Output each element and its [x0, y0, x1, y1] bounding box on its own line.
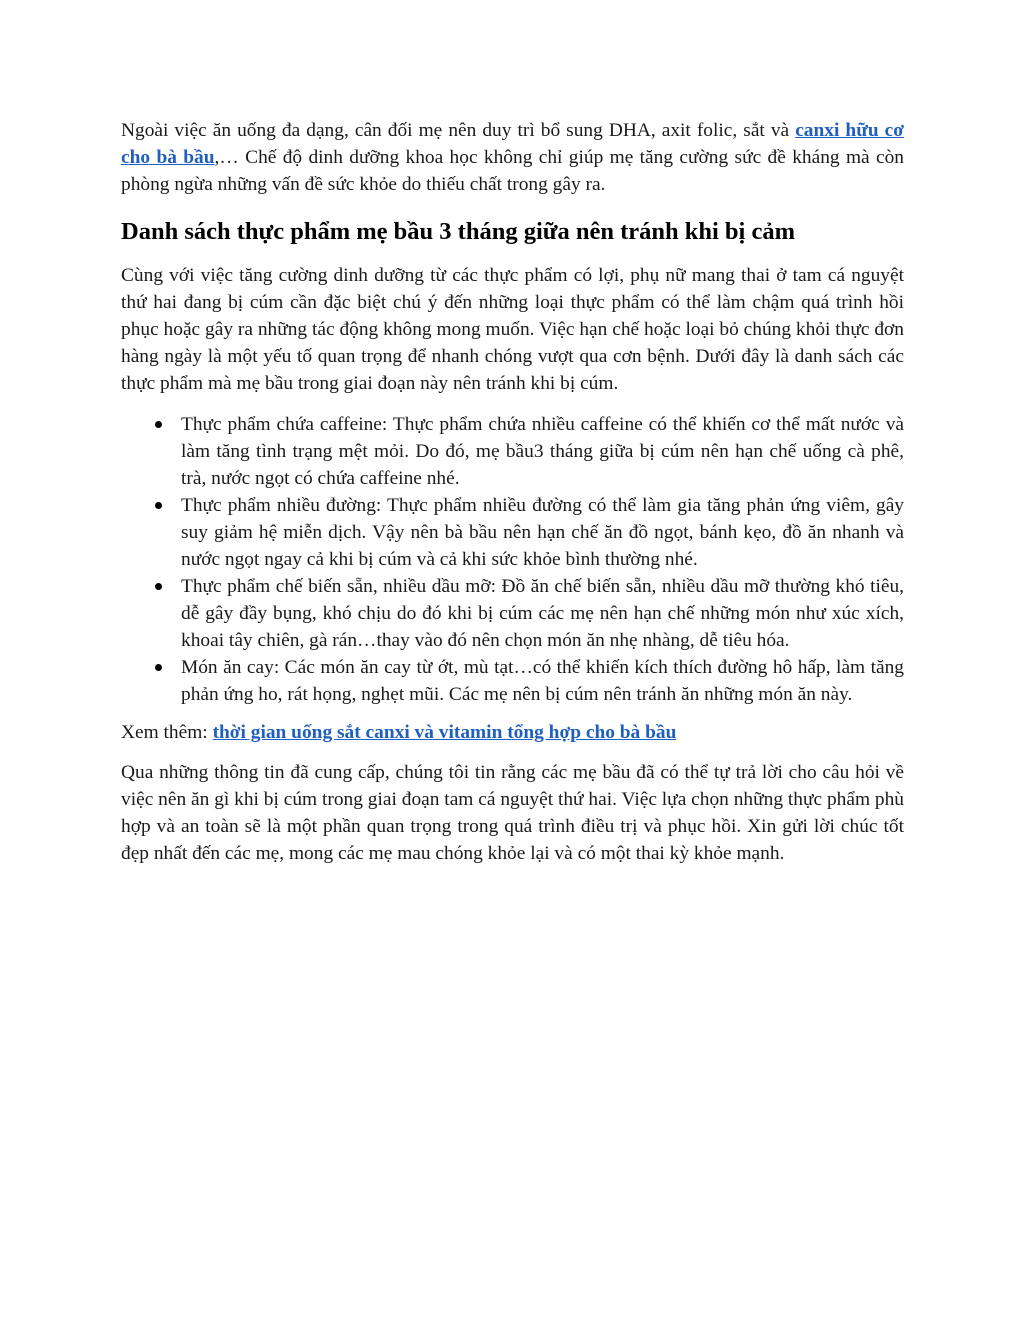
bullet-icon — [155, 664, 162, 671]
bullet-icon — [155, 421, 162, 428]
list-item — [121, 573, 904, 654]
see-also-label: Xem thêm: — [121, 722, 213, 743]
section-intro-paragraph: Cùng với việc tăng cường dinh dưỡng từ các thực phẩm có lợi, phụ nữ mang thai ở tam cá nguyệt thứ hai đang bị cúm cần đặc biệt chú ý đến những loại thực phẩm có thể làm chậm quá trình hồi phục hoặc gây ra những tác động không mong muốn. Việc hạn chế hoặc loại bỏ chúng khỏi thực đơn hàng ngày là một yếu tố quan trọng để nhanh chóng vượt qua cơn bệnh. Dưới đây là danh sách các thực phẩm mà mẹ bầu trong giai đoạn này nên tránh khi bị cúm. — [121, 265, 904, 394]
food-avoid-list — [121, 411, 904, 708]
see-also-link[interactable]: thời gian uống sắt canxi và vitamin tổng hợp cho bà bầu — [212, 722, 677, 743]
list-item-text: Thực phẩm chứa caffeine: Thực phẩm chứa nhiều caffeine có thể khiến cơ thể mất nước và làm tăng tình trạng mệt mỏi. Do đó, mẹ bầu3 tháng giữa bị cúm nên hạn chế uống cà phê, trà, nước ngọt có chứa caffeine nhé. — [181, 414, 904, 489]
conclusion-paragraph: Qua những thông tin đã cung cấp, chúng tôi tin rằng các mẹ bầu đã có thể tự trả lời cho câu hỏi về việc nên ăn gì khi bị cúm trong giai đoạn tam cá nguyệt thứ hai. Việc lựa chọn những thực phẩm phù hợp và an toàn sẽ là một phần quan trọng trong quá trình điều trị và phục hồi. Xin gửi lời chúc tốt đẹp nhất đến các mẹ, mong các mẹ mau chóng khỏe lại và có một thai kỳ khỏe mạnh. — [121, 762, 904, 864]
document-page — [121, 117, 904, 867]
intro-text-after: ,… Chế độ dinh dưỡng khoa học không chỉ giúp mẹ tăng cường sức đề kháng mà còn phòng ngừa những vấn đề sức khỏe do thiếu chất trong gây ra. — [121, 147, 904, 195]
bullet-icon — [155, 502, 162, 509]
intro-paragraph — [121, 117, 904, 198]
intro-text-before: Ngoài việc ăn uống đa dạng, cân đối mẹ nên duy trì bổ sung DHA, axit folic, sắt và — [121, 120, 796, 141]
list-item — [121, 411, 904, 492]
see-also-paragraph — [121, 719, 904, 746]
list-item — [121, 492, 904, 573]
bullet-icon — [155, 583, 162, 590]
calcium-link[interactable]: canxi hữu cơ cho bà bầu — [121, 120, 904, 168]
list-item-text: Thực phẩm nhiều đường: Thực phẩm nhiều đường có thể làm gia tăng phản ứng viêm, gây suy giảm hệ miễn dịch. Vậy nên bà bầu nên hạn chế ăn đồ ngọt, bánh kẹo, đồ ăn nhanh và nước ngọt ngay cả khi bị cúm và cả khi sức khỏe bình thường nhé. — [181, 495, 904, 570]
list-item — [121, 654, 904, 708]
list-item-text: Món ăn cay: Các món ăn cay từ ớt, mù tạt…có thể khiến kích thích đường hô hấp, làm tăng phản ứng ho, rát họng, nghẹt mũi. Các mẹ nên bị cúm nên tránh ăn những món ăn này. — [181, 657, 904, 705]
list-item-text: Thực phẩm chế biến sẵn, nhiều dầu mỡ: Đồ ăn chế biến sẵn, nhiều dầu mỡ thường khó tiêu, dễ gây đầy bụng, khó chịu do đó khi bị cúm các mẹ nên hạn chế những món như xúc xích, khoai tây chiên, gà rán…thay vào đó nên chọn món ăn nhẹ nhàng, dễ tiêu hóa. — [181, 576, 904, 651]
section-heading: Danh sách thực phẩm mẹ bầu 3 tháng giữa nên tránh khi bị cảm — [121, 218, 796, 245]
